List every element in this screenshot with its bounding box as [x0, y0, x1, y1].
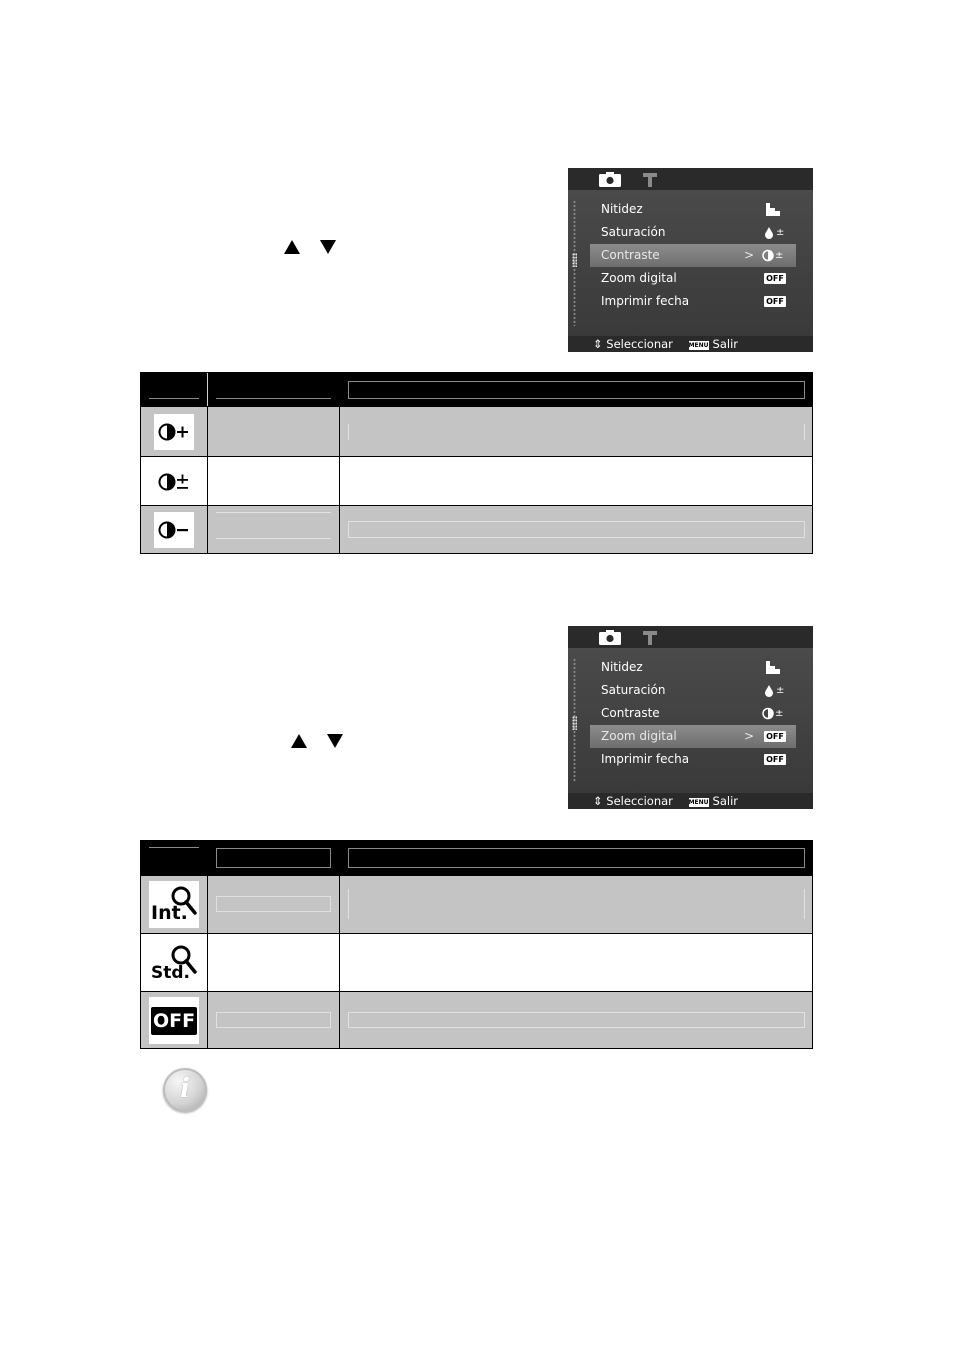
- menu-list: [568, 190, 813, 336]
- saturation-icon: [764, 684, 786, 697]
- camera-menu-contrast: [568, 168, 813, 352]
- exit-hint: Salir: [712, 337, 739, 351]
- placeholder-box: [216, 896, 331, 912]
- menu-item-label: Imprimir fecha: [601, 294, 690, 308]
- setup-tab-icon[interactable]: [643, 631, 657, 645]
- header-cell-description: [348, 848, 805, 868]
- menu-item-imprimir-fecha[interactable]: [590, 748, 796, 771]
- menu-item-zoom-digital[interactable]: [590, 267, 796, 290]
- header-cell-icon: [149, 381, 199, 399]
- placeholder-line: [804, 889, 805, 919]
- up-down-arrows: [284, 240, 336, 254]
- scroll-thumb[interactable]: [572, 253, 577, 267]
- menu-item-label: Nitidez: [601, 202, 643, 216]
- menu-item-label: Saturación: [601, 683, 666, 697]
- menu-item-label: Contraste: [601, 248, 660, 262]
- menu-tabs: [568, 626, 813, 648]
- zoom-off-icon: [149, 997, 199, 1044]
- placeholder-line: [348, 889, 349, 919]
- off-label: OFF: [151, 1007, 197, 1035]
- menu-item-label: Saturación: [601, 225, 666, 239]
- divider: [339, 457, 340, 505]
- menu-item-saturacion[interactable]: [590, 679, 796, 702]
- digital-zoom-options-table: [140, 840, 813, 1049]
- navigate-icon: ⇕: [593, 794, 603, 808]
- placeholder-line: [216, 538, 331, 539]
- menu-item-label: Zoom digital: [601, 271, 677, 285]
- table-row: [141, 991, 812, 1048]
- table-header: [141, 373, 812, 406]
- header-cell-description: [348, 381, 805, 399]
- up-arrow-icon: [291, 734, 307, 748]
- scroll-thumb[interactable]: [572, 716, 577, 730]
- table-row: [141, 933, 812, 991]
- menu-item-imprimir-fecha[interactable]: [590, 290, 796, 313]
- table-row: [141, 875, 812, 933]
- sharpness-icon: [766, 203, 780, 216]
- menu-item-contraste[interactable]: [590, 702, 796, 725]
- camera-menu-zoom: [568, 626, 813, 809]
- camera-tab-icon[interactable]: [599, 630, 621, 645]
- svg-text:Std.: Std.: [151, 963, 190, 983]
- select-hint: Seleccionar: [606, 794, 673, 808]
- menu-item-contraste[interactable]: [590, 244, 796, 267]
- down-arrow-icon: [327, 734, 343, 748]
- header-cell-item: [216, 381, 331, 399]
- menu-list: [568, 648, 813, 793]
- header-cell-icon: [149, 847, 199, 848]
- placeholder-line: [216, 512, 331, 513]
- table-row: [141, 505, 812, 553]
- contrast-normal-icon: [154, 464, 194, 500]
- menu-footer: [568, 336, 813, 352]
- contrast-low-icon: [154, 512, 194, 548]
- menu-item-label: Zoom digital: [601, 729, 677, 743]
- placeholder-box: [216, 1012, 331, 1028]
- divider: [339, 506, 340, 553]
- svg-text:±: ±: [775, 250, 784, 261]
- divider: [207, 992, 208, 1048]
- setup-tab-icon[interactable]: [643, 173, 657, 187]
- menu-item-saturacion[interactable]: [590, 221, 796, 244]
- off-badge: OFF: [764, 731, 786, 742]
- svg-text:±: ±: [776, 685, 785, 696]
- placeholder-box: [348, 1012, 805, 1028]
- menu-button-icon: MENU: [688, 342, 709, 349]
- placeholder-line: [348, 424, 349, 440]
- down-arrow-icon: [320, 240, 336, 254]
- menu-item-label: Imprimir fecha: [601, 752, 690, 766]
- divider: [339, 876, 340, 933]
- divider: [207, 373, 208, 406]
- saturation-icon: [764, 226, 786, 239]
- divider: [339, 407, 340, 456]
- off-badge: OFF: [764, 754, 786, 765]
- intelligent-zoom-icon: [149, 881, 199, 928]
- divider: [339, 934, 340, 991]
- menu-item-label: Contraste: [601, 706, 660, 720]
- chevron-right-icon: >: [744, 729, 755, 743]
- divider: [207, 506, 208, 553]
- placeholder-box: [348, 521, 805, 538]
- off-badge: OFF: [764, 296, 786, 307]
- placeholder-line: [804, 424, 805, 440]
- standard-zoom-icon: [149, 940, 199, 986]
- svg-text:±: ±: [775, 708, 784, 719]
- table-header: [141, 841, 812, 875]
- up-down-arrows: [291, 734, 343, 748]
- up-arrow-icon: [284, 240, 300, 254]
- menu-item-label: Nitidez: [601, 660, 643, 674]
- svg-text:±: ±: [776, 227, 785, 238]
- table-row: [141, 406, 812, 456]
- menu-item-nitidez[interactable]: [590, 656, 796, 679]
- divider: [207, 934, 208, 991]
- off-badge: OFF: [764, 273, 786, 284]
- divider: [339, 992, 340, 1048]
- svg-text:Int.: Int.: [151, 902, 188, 924]
- table-row: [141, 456, 812, 505]
- navigate-icon: ⇕: [593, 337, 603, 351]
- contrast-normal-icon: [762, 249, 786, 262]
- menu-item-nitidez[interactable]: [590, 198, 796, 221]
- divider: [207, 407, 208, 456]
- chevron-right-icon: >: [744, 248, 755, 262]
- info-icon: i: [163, 1068, 207, 1112]
- divider: [207, 876, 208, 933]
- contrast-normal-icon: [762, 707, 786, 720]
- divider: [207, 457, 208, 505]
- select-hint: Seleccionar: [606, 337, 673, 351]
- camera-tab-icon[interactable]: [599, 172, 621, 187]
- menu-footer: [568, 793, 813, 809]
- contrast-high-icon: [154, 414, 194, 450]
- exit-hint: Salir: [712, 794, 739, 808]
- menu-tabs: [568, 168, 813, 190]
- menu-item-zoom-digital[interactable]: [590, 725, 796, 748]
- sharpness-icon: [766, 661, 780, 674]
- contrast-options-table: [140, 372, 813, 554]
- menu-button-icon: MENU: [688, 799, 709, 806]
- header-cell-item: [216, 848, 331, 868]
